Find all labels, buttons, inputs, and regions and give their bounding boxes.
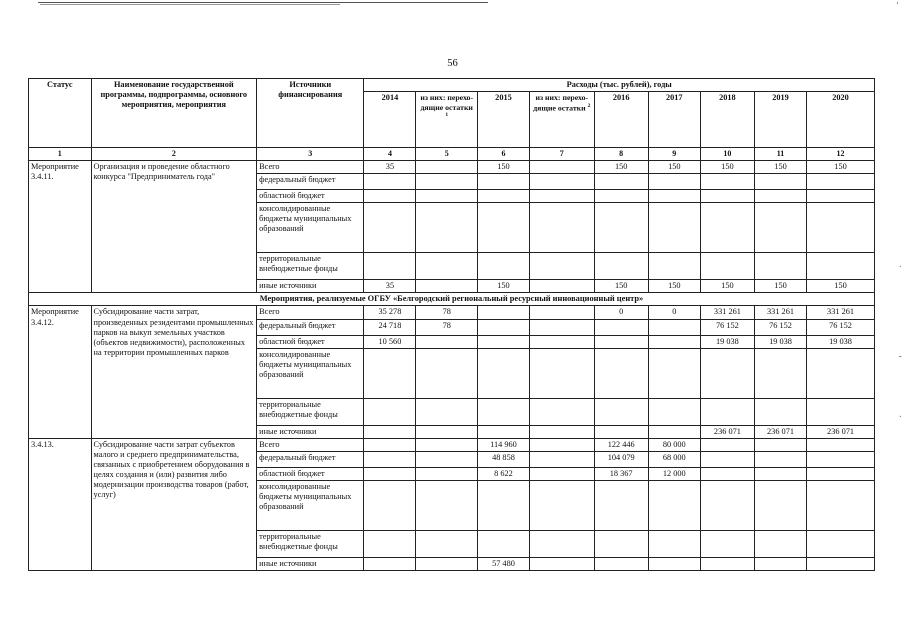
amount-cell: 0 <box>594 306 648 319</box>
amount-cell <box>530 530 595 557</box>
amount-cell <box>416 160 477 173</box>
amount-cell <box>477 253 529 280</box>
entry-status: 3.4.13. <box>29 438 92 570</box>
amount-cell <box>594 530 648 557</box>
amount-cell <box>594 189 648 202</box>
amount-cell: 48 858 <box>477 451 529 467</box>
funding-source: территориальные внебюджетные фонды <box>257 398 364 425</box>
amount-cell <box>416 451 477 467</box>
header-year-2018: 2018 <box>700 92 754 148</box>
amount-cell <box>754 253 806 280</box>
amount-cell <box>364 203 416 253</box>
amount-cell: 76 152 <box>700 319 754 335</box>
funding-source: областной бюджет <box>257 335 364 348</box>
budget-table <box>28 78 875 571</box>
column-number: 2 <box>91 148 257 161</box>
amount-cell <box>364 480 416 530</box>
header-row <box>29 79 875 92</box>
amount-cell: 236 071 <box>700 425 754 438</box>
amount-cell <box>416 398 477 425</box>
amount-cell <box>364 425 416 438</box>
header-year-2019: 2019 <box>754 92 806 148</box>
amount-cell: 76 152 <box>754 319 806 335</box>
amount-cell <box>594 557 648 570</box>
amount-cell <box>416 557 477 570</box>
amount-cell <box>754 189 806 202</box>
amount-cell <box>477 319 529 335</box>
amount-cell <box>364 398 416 425</box>
amount-cell <box>648 189 700 202</box>
amount-cell <box>754 530 806 557</box>
amount-cell <box>754 480 806 530</box>
table-row <box>29 438 875 451</box>
column-number: 8 <box>594 148 648 161</box>
entry-status: Мероприятие 3.4.11. <box>29 160 92 292</box>
amount-cell <box>477 203 529 253</box>
amount-cell: 19 038 <box>754 335 806 348</box>
table-row <box>29 306 875 319</box>
amount-cell: 331 261 <box>700 306 754 319</box>
amount-cell: 78 <box>416 319 477 335</box>
amount-cell: 35 278 <box>364 306 416 319</box>
amount-cell: 0 <box>648 306 700 319</box>
amount-cell <box>530 306 595 319</box>
amount-cell: 76 152 <box>807 319 875 335</box>
header-carryover-1: из них: перехо-дящие остатки $^1$ <box>416 92 477 148</box>
column-number: 7 <box>530 148 595 161</box>
amount-cell <box>648 398 700 425</box>
header-year-2014: 2014 <box>364 92 416 148</box>
amount-cell <box>594 253 648 280</box>
amount-cell: 10 560 <box>364 335 416 348</box>
column-number: 4 <box>364 148 416 161</box>
header-carryover-2: из них: перехо-дящие остатки $^2$ <box>530 92 595 148</box>
amount-cell <box>530 160 595 173</box>
amount-cell: 104 079 <box>594 451 648 467</box>
amount-cell <box>648 425 700 438</box>
amount-cell <box>594 335 648 348</box>
header-year-2020: 2020 <box>807 92 875 148</box>
amount-cell: 8 622 <box>477 467 529 480</box>
amount-cell <box>364 348 416 398</box>
amount-cell <box>807 253 875 280</box>
amount-cell <box>700 189 754 202</box>
amount-cell: 236 071 <box>807 425 875 438</box>
amount-cell <box>477 480 529 530</box>
amount-cell <box>754 438 806 451</box>
amount-cell <box>530 348 595 398</box>
amount-cell: 12 000 <box>648 467 700 480</box>
amount-cell: 19 038 <box>700 335 754 348</box>
amount-cell <box>700 173 754 189</box>
amount-cell <box>807 398 875 425</box>
funding-source: областной бюджет <box>257 467 364 480</box>
section-title: Мероприятия, реализуемые ОГБУ «Белгородский региональный ресурсный инновационный центр» <box>29 293 875 306</box>
amount-cell <box>477 425 529 438</box>
amount-cell: 150 <box>594 280 648 293</box>
funding-source: иные источники <box>257 557 364 570</box>
amount-cell: 122 446 <box>594 438 648 451</box>
entry-name: Субсидирование части затрат, произведенных резидентами промышленных парков на выкуп земельных участков (объектов недвижимости), расположенных на территории промышленных парков <box>91 306 257 438</box>
funding-source: территориальные внебюджетные фонды <box>257 530 364 557</box>
amount-cell: 68 000 <box>648 451 700 467</box>
amount-cell <box>530 557 595 570</box>
amount-cell <box>416 438 477 451</box>
amount-cell <box>477 348 529 398</box>
amount-cell <box>807 189 875 202</box>
amount-cell <box>700 253 754 280</box>
amount-cell <box>754 348 806 398</box>
amount-cell <box>530 398 595 425</box>
amount-cell <box>700 348 754 398</box>
amount-cell: 57 480 <box>477 557 529 570</box>
funding-source: Всего <box>257 160 364 173</box>
scan-corner-mark: ʻ <box>896 0 899 10</box>
amount-cell <box>364 173 416 189</box>
header-name: Наименование государственной программы, подпрограммы, основного мероприятия, мероприятия <box>91 79 257 148</box>
amount-cell: 331 261 <box>754 306 806 319</box>
amount-cell <box>594 425 648 438</box>
scan-margin-mark: - <box>898 351 902 362</box>
amount-cell <box>530 451 595 467</box>
amount-cell <box>416 253 477 280</box>
header-year-2017: 2017 <box>648 92 700 148</box>
scan-artifact-line <box>38 2 488 3</box>
amount-cell <box>648 173 700 189</box>
amount-cell: 150 <box>594 160 648 173</box>
amount-cell <box>530 438 595 451</box>
column-number: 10 <box>700 148 754 161</box>
amount-cell <box>754 398 806 425</box>
amount-cell: 150 <box>807 160 875 173</box>
amount-cell <box>648 203 700 253</box>
amount-cell <box>754 467 806 480</box>
amount-cell: 24 718 <box>364 319 416 335</box>
amount-cell <box>416 335 477 348</box>
funding-source: консолидированные бюджеты муниципальных образований <box>257 203 364 253</box>
amount-cell <box>416 480 477 530</box>
amount-cell <box>700 480 754 530</box>
amount-cell <box>530 480 595 530</box>
amount-cell: 18 367 <box>594 467 648 480</box>
amount-cell <box>807 480 875 530</box>
amount-cell: 150 <box>754 160 806 173</box>
amount-cell <box>416 530 477 557</box>
amount-cell <box>416 467 477 480</box>
amount-cell <box>807 451 875 467</box>
amount-cell <box>754 451 806 467</box>
funding-source: Всего <box>257 438 364 451</box>
funding-source: консолидированные бюджеты муниципальных образований <box>257 348 364 398</box>
amount-cell <box>477 335 529 348</box>
amount-cell <box>530 189 595 202</box>
funding-source: иные источники <box>257 280 364 293</box>
column-number: 9 <box>648 148 700 161</box>
amount-cell: 150 <box>477 280 529 293</box>
header-sources: Источники финансирования <box>257 79 364 148</box>
amount-cell <box>364 530 416 557</box>
funding-source: федеральный бюджет <box>257 173 364 189</box>
funding-source: Всего <box>257 306 364 319</box>
amount-cell <box>807 438 875 451</box>
amount-cell: 150 <box>807 280 875 293</box>
column-number: 1 <box>29 148 92 161</box>
funding-source: территориальные внебюджетные фонды <box>257 253 364 280</box>
entry-name: Организация и проведение областного конкурса "Предприниматель года" <box>91 160 257 292</box>
amount-cell <box>416 173 477 189</box>
scan-margin-mark: · <box>898 412 902 423</box>
amount-cell <box>807 348 875 398</box>
header-status: Статус <box>29 79 92 148</box>
amount-cell <box>648 319 700 335</box>
amount-cell <box>416 280 477 293</box>
amount-cell <box>648 253 700 280</box>
amount-cell <box>477 306 529 319</box>
amount-cell <box>594 173 648 189</box>
amount-cell <box>648 530 700 557</box>
amount-cell <box>754 203 806 253</box>
scan-artifact-line <box>40 4 340 5</box>
funding-source: федеральный бюджет <box>257 451 364 467</box>
amount-cell <box>648 348 700 398</box>
page-number: 56 <box>447 58 458 69</box>
amount-cell <box>364 451 416 467</box>
amount-cell <box>594 348 648 398</box>
column-number: 5 <box>416 148 477 161</box>
column-number: 12 <box>807 148 875 161</box>
table-row <box>29 160 875 173</box>
amount-cell <box>754 557 806 570</box>
amount-cell: 19 038 <box>807 335 875 348</box>
scan-margin-mark: · <box>898 262 902 273</box>
amount-cell: 331 261 <box>807 306 875 319</box>
amount-cell <box>700 398 754 425</box>
amount-cell: 150 <box>648 280 700 293</box>
amount-cell <box>364 438 416 451</box>
amount-cell <box>807 203 875 253</box>
entry-status: Мероприятие 3.4.12. <box>29 306 92 438</box>
amount-cell <box>594 203 648 253</box>
amount-cell: 150 <box>700 280 754 293</box>
amount-cell <box>700 557 754 570</box>
amount-cell: 150 <box>754 280 806 293</box>
amount-cell <box>648 335 700 348</box>
amount-cell <box>648 557 700 570</box>
amount-cell <box>700 203 754 253</box>
column-number: 6 <box>477 148 529 161</box>
amount-cell <box>807 173 875 189</box>
amount-cell <box>364 467 416 480</box>
column-number: 3 <box>257 148 364 161</box>
funding-source: областной бюджет <box>257 189 364 202</box>
amount-cell <box>364 557 416 570</box>
amount-cell <box>477 189 529 202</box>
funding-source: федеральный бюджет <box>257 319 364 335</box>
header-year-2016: 2016 <box>594 92 648 148</box>
amount-cell: 236 071 <box>754 425 806 438</box>
amount-cell <box>700 467 754 480</box>
amount-cell <box>530 253 595 280</box>
header-expenses: Расходы (тыс. рублей), годы <box>364 79 875 92</box>
amount-cell <box>364 253 416 280</box>
amount-cell: 150 <box>700 160 754 173</box>
header-year-2015: 2015 <box>477 92 529 148</box>
amount-cell: 150 <box>648 160 700 173</box>
amount-cell <box>530 203 595 253</box>
amount-cell: 80 000 <box>648 438 700 451</box>
amount-cell <box>530 425 595 438</box>
amount-cell: 114 960 <box>477 438 529 451</box>
amount-cell <box>477 173 529 189</box>
amount-cell <box>477 530 529 557</box>
amount-cell <box>416 425 477 438</box>
amount-cell <box>594 398 648 425</box>
amount-cell <box>416 189 477 202</box>
amount-cell <box>754 173 806 189</box>
amount-cell <box>530 173 595 189</box>
amount-cell <box>594 480 648 530</box>
funding-source: консолидированные бюджеты муниципальных образований <box>257 480 364 530</box>
amount-cell <box>530 335 595 348</box>
amount-cell <box>700 438 754 451</box>
amount-cell <box>648 480 700 530</box>
section-row <box>29 293 875 306</box>
amount-cell <box>416 203 477 253</box>
column-numbers-row <box>29 148 875 161</box>
amount-cell <box>364 189 416 202</box>
amount-cell <box>700 530 754 557</box>
amount-cell <box>594 319 648 335</box>
amount-cell <box>477 398 529 425</box>
amount-cell <box>807 557 875 570</box>
amount-cell <box>416 348 477 398</box>
amount-cell <box>807 530 875 557</box>
amount-cell: 150 <box>477 160 529 173</box>
amount-cell <box>700 451 754 467</box>
column-number: 11 <box>754 148 806 161</box>
funding-source: иные источники <box>257 425 364 438</box>
entry-name: Субсидирование части затрат субъектов малого и среднего предпринимательства, связанных с приобретением оборудования в целях создания и (или) развития либо модернизации производства товаров (работ, услуг) <box>91 438 257 570</box>
amount-cell: 35 <box>364 160 416 173</box>
amount-cell <box>530 319 595 335</box>
amount-cell <box>530 467 595 480</box>
amount-cell: 78 <box>416 306 477 319</box>
amount-cell <box>530 280 595 293</box>
amount-cell: 35 <box>364 280 416 293</box>
amount-cell <box>807 467 875 480</box>
